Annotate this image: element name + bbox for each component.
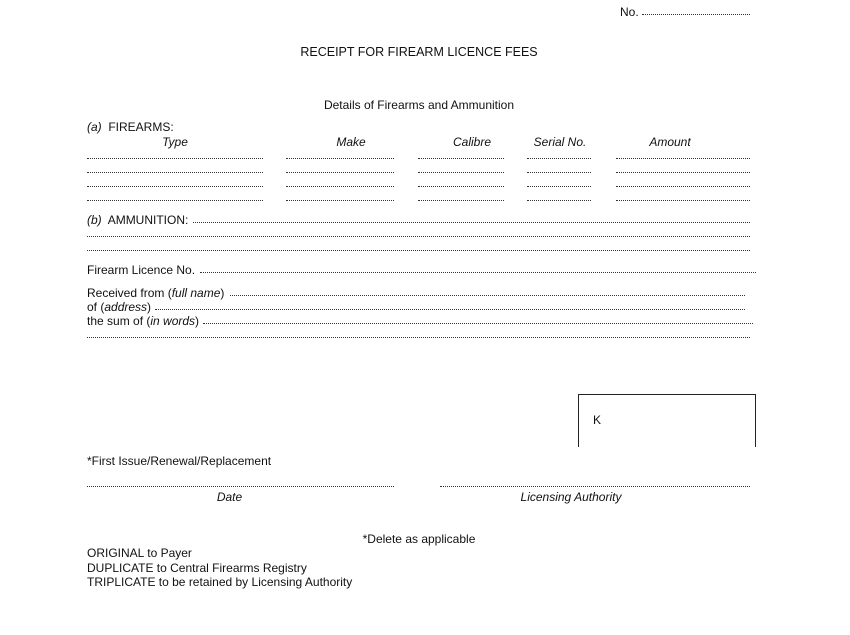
licence-no-field[interactable]	[200, 272, 756, 273]
firearms-heading	[87, 120, 174, 134]
licence-no-label: Firearm Licence No.	[87, 263, 196, 277]
serial-field-4[interactable]	[527, 200, 591, 201]
received-from-close: )	[220, 286, 225, 300]
page-title: RECEIPT FOR FIREARM LICENCE FEES	[300, 45, 538, 59]
sum-close: )	[195, 314, 200, 328]
received-from-field[interactable]	[230, 295, 745, 296]
type-field-4[interactable]	[87, 200, 263, 201]
sum-field[interactable]	[203, 323, 753, 324]
receipt-number-field[interactable]	[642, 14, 750, 15]
sum-hint: in words	[150, 314, 196, 328]
date-label: Date	[216, 490, 243, 504]
amount-field-2[interactable]	[616, 172, 750, 173]
ammunition-field-2[interactable]	[87, 236, 750, 237]
amount-field-4[interactable]	[616, 200, 750, 201]
make-field-4[interactable]	[286, 200, 394, 201]
currency-symbol: K	[593, 413, 602, 427]
address-hint: address	[104, 300, 148, 314]
copy-distribution-triplicate: TRIPLICATE to be retained by Licensing Authority	[87, 575, 353, 589]
calibre-field-1[interactable]	[418, 158, 504, 159]
section-subtitle: Details of Firearms and Ammunition	[323, 98, 515, 112]
delete-note: *Delete as applicable	[362, 532, 476, 546]
ammunition-heading	[87, 213, 188, 227]
type-field-1[interactable]	[87, 158, 263, 159]
calibre-field-3[interactable]	[418, 186, 504, 187]
column-header-make: Make	[336, 135, 366, 149]
address-label	[87, 300, 151, 314]
receipt-number-label: No.	[620, 5, 639, 19]
make-field-1[interactable]	[286, 158, 394, 159]
sum-field-continued[interactable]	[87, 337, 750, 338]
firearms-prefix: (a)	[87, 120, 102, 134]
sum-label	[87, 314, 199, 328]
column-header-calibre: Calibre	[452, 135, 491, 149]
column-header-amount: Amount	[649, 135, 691, 149]
sum-text: the sum of (	[87, 314, 151, 328]
make-field-2[interactable]	[286, 172, 394, 173]
licensing-authority-field[interactable]	[440, 486, 750, 487]
ammunition-label: AMMUNITION:	[107, 213, 189, 227]
firearms-label: FIREARMS:	[108, 120, 174, 134]
serial-field-3[interactable]	[527, 186, 591, 187]
copy-distribution-original: ORIGINAL to Payer	[87, 546, 192, 560]
address-close: )	[147, 300, 152, 314]
received-from-label	[87, 286, 224, 300]
amount-field-1[interactable]	[616, 158, 750, 159]
type-field-2[interactable]	[87, 172, 263, 173]
amount-field-3[interactable]	[616, 186, 750, 187]
received-from-hint: full name	[171, 286, 221, 300]
address-text: of (	[87, 300, 105, 314]
copy-distribution-duplicate: DUPLICATE to Central Firearms Registry	[87, 561, 307, 575]
ammunition-prefix: (b)	[87, 213, 102, 227]
issue-type-label: *First Issue/Renewal/Replacement	[87, 454, 272, 468]
serial-field-2[interactable]	[527, 172, 591, 173]
calibre-field-4[interactable]	[418, 200, 504, 201]
date-field[interactable]	[87, 486, 394, 487]
type-field-3[interactable]	[87, 186, 263, 187]
ammunition-field-3[interactable]	[87, 250, 750, 251]
ammunition-field-1[interactable]	[193, 222, 750, 223]
column-header-serial: Serial No.	[533, 135, 587, 149]
amount-box[interactable]	[578, 394, 756, 447]
address-field[interactable]	[155, 309, 745, 310]
serial-field-1[interactable]	[527, 158, 591, 159]
column-header-type: Type	[162, 135, 188, 149]
calibre-field-2[interactable]	[418, 172, 504, 173]
received-from-text: Received from (	[87, 286, 172, 300]
make-field-3[interactable]	[286, 186, 394, 187]
licensing-authority-label: Licensing Authority	[520, 490, 622, 504]
